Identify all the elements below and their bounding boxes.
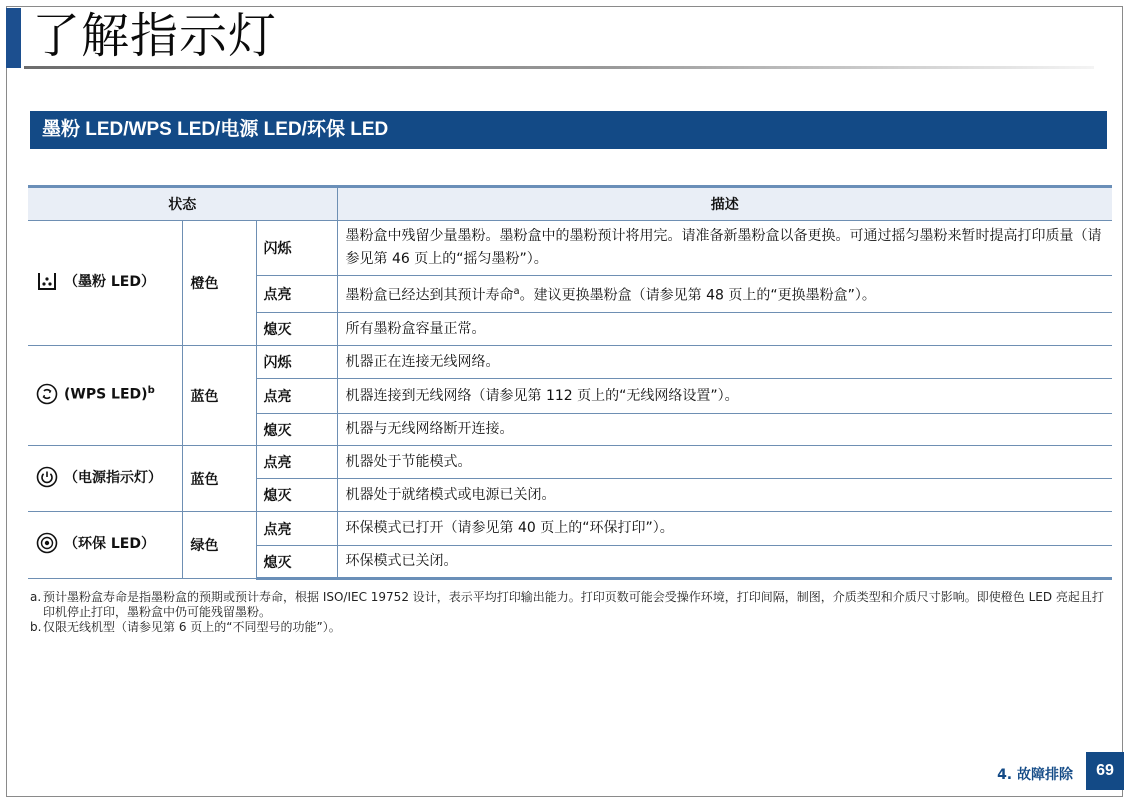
description-cell [337,379,1112,414]
description-cell [337,346,1112,379]
footnotes [30,590,1110,635]
state-cell: 熄灭 [256,546,337,579]
footnote-b [30,620,1110,635]
page-title: 了解指示灯 [32,8,278,64]
indicator-label: （墨粉 LED） [64,274,155,290]
description-cell [337,414,1112,446]
description-text: 环保模式已打开（请参见第 40 页上的“环保打印”）。 [345,520,674,536]
indicator-label: (WPS LED)$^b$ [64,384,155,403]
description-cell [337,446,1112,479]
header-description: 描述 [337,187,1112,221]
eco-icon [36,532,58,554]
description-text-tail: 。建议更换墨粉盒（请参见第 48 页上的“更换墨粉盒”）。 [519,287,876,304]
toner-icon [36,270,58,292]
indicator-power-led [28,446,182,512]
state-cell: 熄灭 [256,313,337,346]
description-text: 机器与无线网络断开连接。 [345,421,514,437]
description-cell [337,276,1112,313]
description-cell [337,546,1112,579]
footnote-ref-a: a [513,286,520,298]
footnote-text: 预计墨粉盒寿命是指墨粉盒的预期或预计寿命，根据 ISO/IEC 19752 设计，表示平均打印输出能力。打印页数可能会受操作环境，打印间隔，制图，介质类型和介质尺寸影响。即使橙色 LED 亮起且打印机停止打印，墨粉盒中仍可能残留墨粉。 [43,590,1104,619]
state-cell: 闪烁 [256,346,337,379]
state-cell: 点亮 [256,512,337,546]
page-number: 69 [1086,752,1124,790]
indicator-label: （电源指示灯） [64,469,162,486]
description-text: 所有墨粉盒容量正常。 [345,320,486,337]
footnote-a [30,590,1110,620]
wps-icon [36,383,58,405]
indicator-toner-led [28,221,182,346]
indicator-eco-led [28,512,182,579]
state-cell: 熄灭 [256,479,337,512]
description-text: 机器正在连接无线网络。 [345,353,500,370]
section-title: 墨粉 LED/WPS LED/电源 LED/环保 LED [30,111,1107,149]
footer-chapter-link[interactable]: 4. 故障排除 [997,767,1073,783]
led-status-table [28,185,1112,580]
description-text: 机器连接到无线网络（请参见第 112 页上的“无线网络设置”）。 [345,387,739,404]
footnote-marker: b. [30,620,42,634]
state-cell: 闪烁 [256,221,337,276]
footnote-ref-b: b [147,384,155,396]
description-text: 墨粉盒中残留少量墨粉。墨粉盒中的墨粉预计将用完。请准备新墨粉盒以备更换。可通过摇匀墨粉来暂时提高打印质量（请参见第 46 页上的“摇匀墨粉”）。 [345,228,1102,267]
state-cell: 点亮 [256,379,337,414]
indicator-wps-led [28,346,182,446]
header-status: 状态 [28,187,337,221]
state-cell: 熄灭 [256,414,337,446]
description-cell [337,512,1112,546]
description-text: 环保模式已关闭。 [345,553,458,569]
description-text: 机器处于节能模式。 [345,453,472,470]
description-text: 墨粉盒已经达到其预计寿命 [345,287,514,304]
color-cell: 蓝色 [182,346,256,446]
state-cell: 点亮 [256,446,337,479]
description-text: 机器处于就绪模式或电源已关闭。 [345,486,556,503]
description-cell [337,221,1112,276]
power-icon [36,466,58,488]
state-cell: 点亮 [256,276,337,313]
footnote-marker: a. [30,590,42,604]
footnote-text: 仅限无线机型（请参见第 6 页上的“不同型号的功能”）。 [43,620,341,634]
description-cell [337,313,1112,346]
indicator-label: （环保 LED） [64,536,155,552]
title-divider [24,66,1094,69]
title-accent-bar [6,8,21,68]
description-cell [337,479,1112,512]
color-cell: 橙色 [182,221,256,346]
color-cell: 蓝色 [182,446,256,512]
color-cell: 绿色 [182,512,256,579]
